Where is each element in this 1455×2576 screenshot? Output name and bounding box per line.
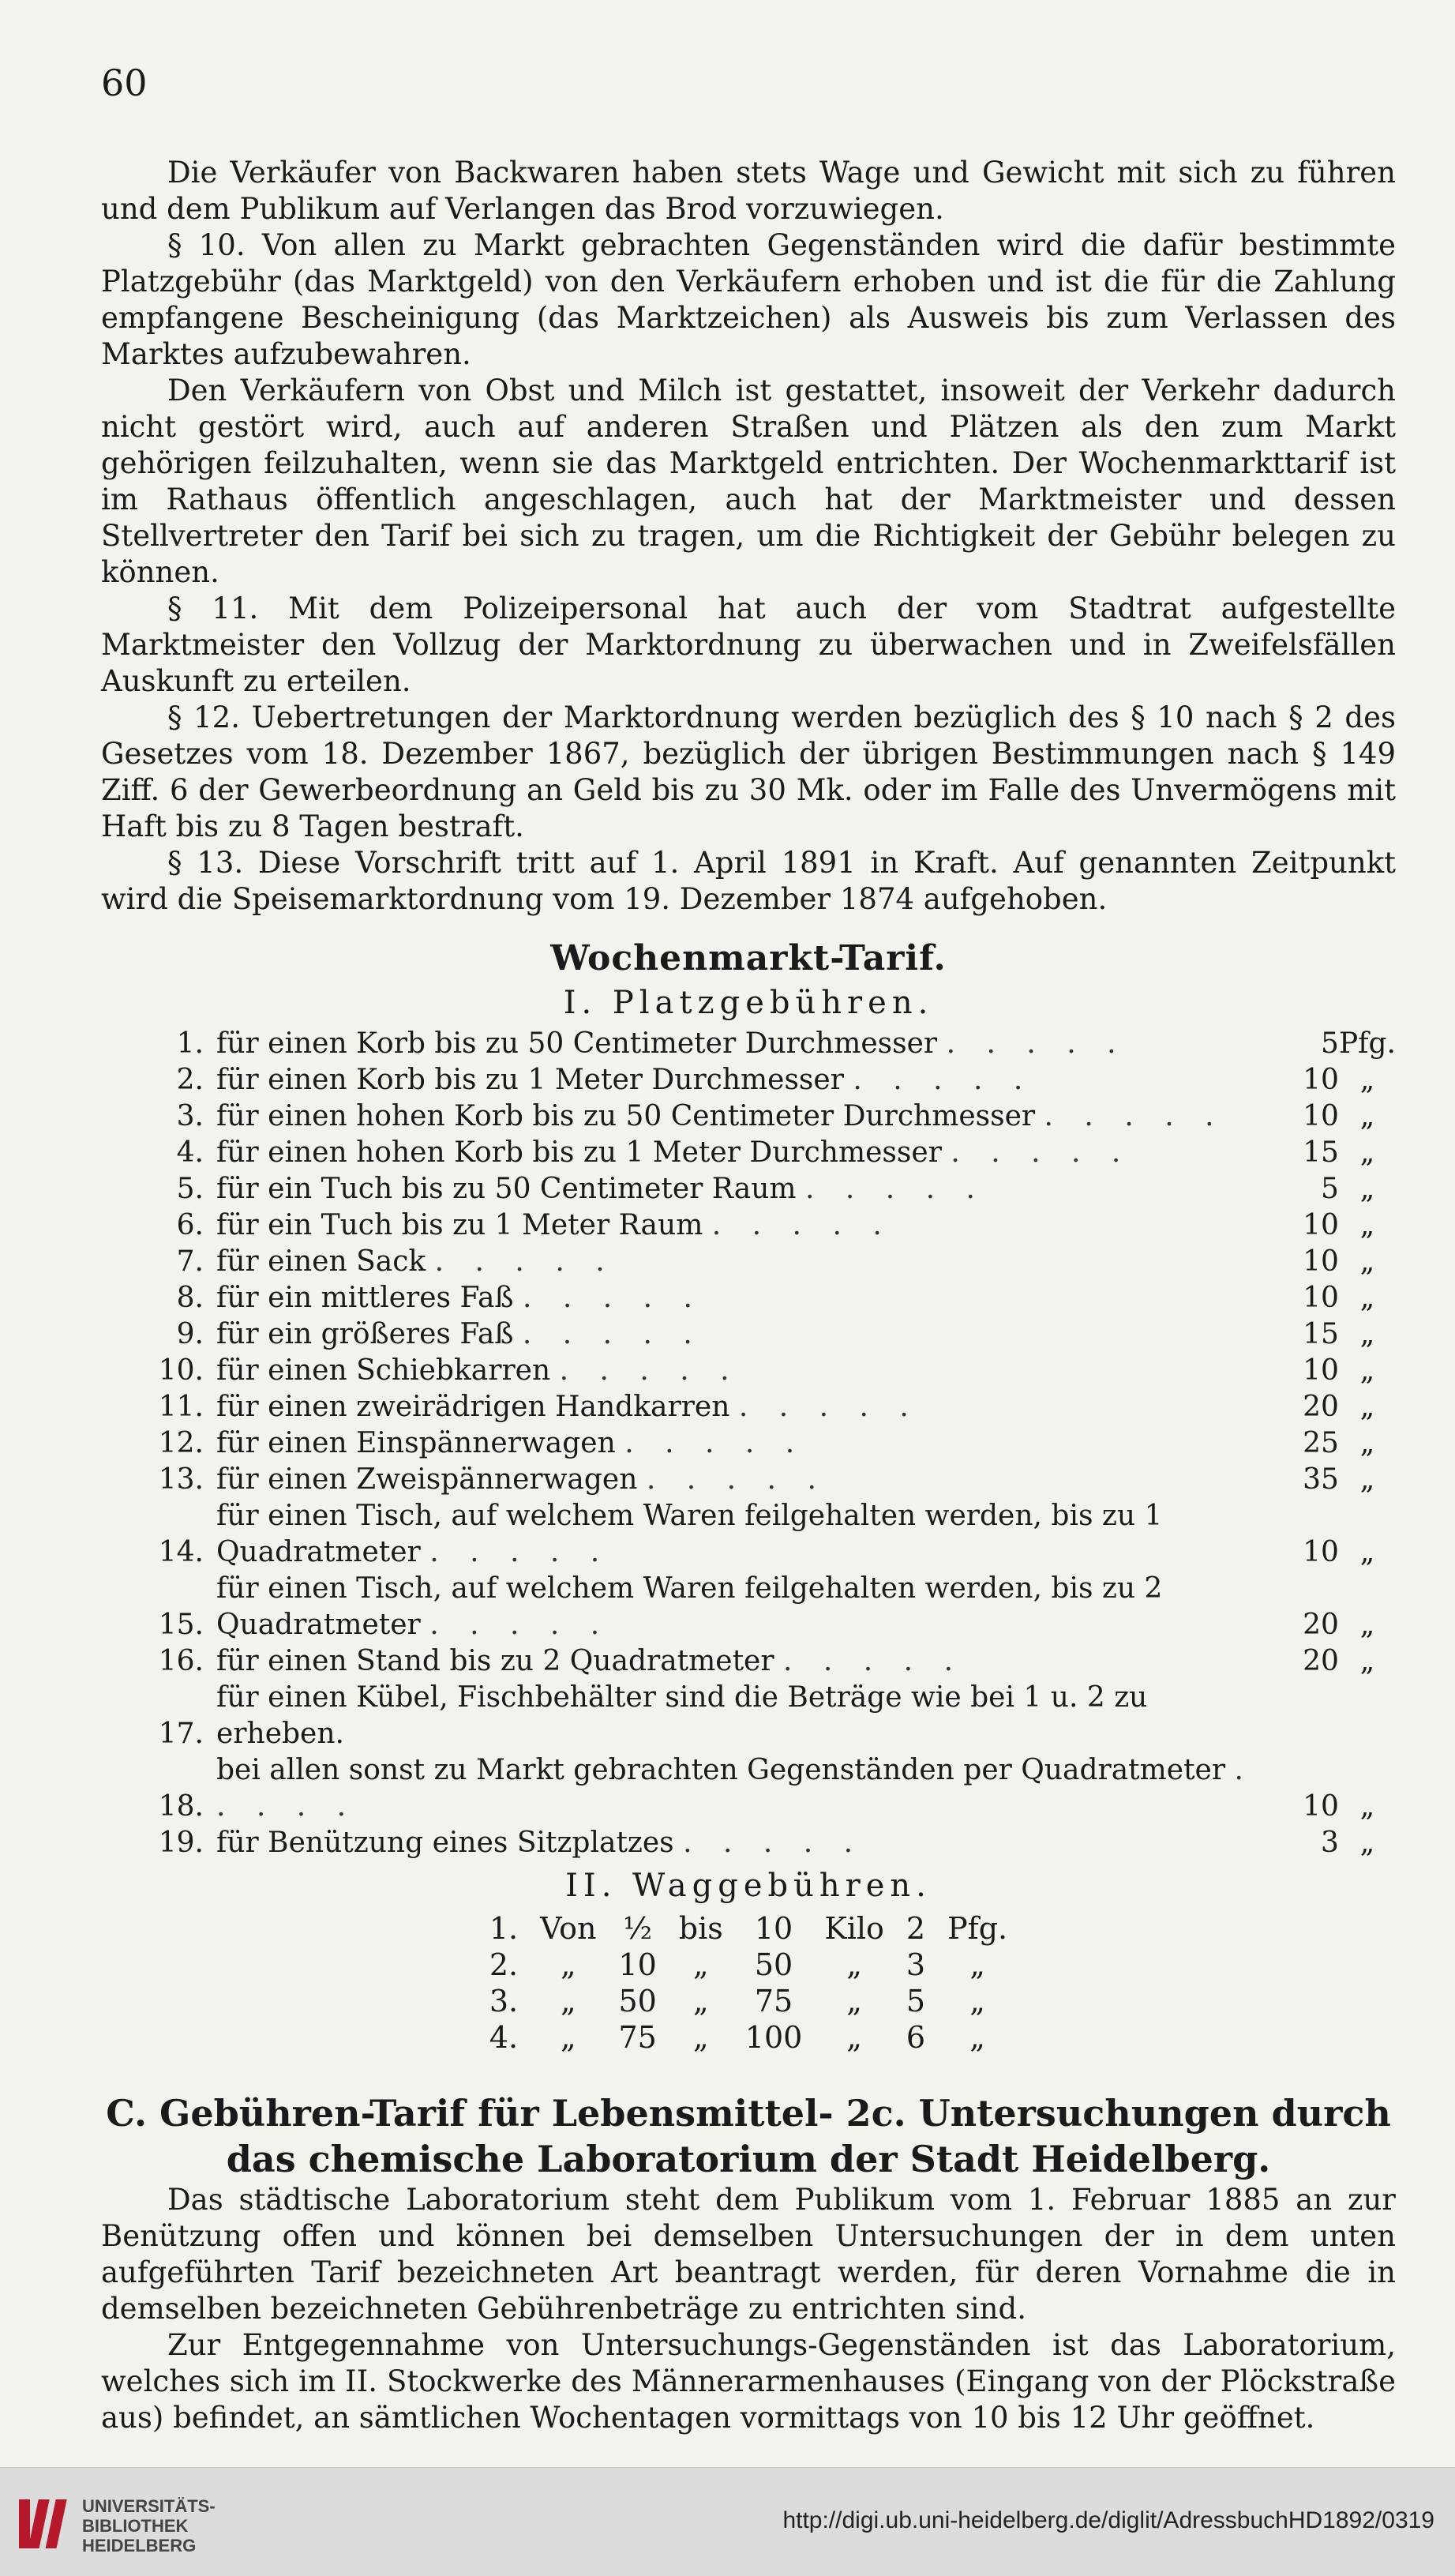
paragraph: § 12. Uebertretungen der Marktordnung werden bezüglich des § 10 nach § 2 des Gesetzes vom 18. Dezember 1867, bezüglich der übrigen Bestimmungen nach § 149 Ziff. 6 der Gewerbeordnung an Geld bis zu 30 Mk. oder im Falle des Unvermögens mit Haft bis zu 8 Tagen bestraft.	[101, 700, 1396, 843]
row-amount: 20	[1303, 1645, 1339, 1677]
paragraph: Zur Entgegennahme von Untersuchungs-Gegenständen ist das Laboratorium, welches sich im II. Stockwerke des Männerarmenhauses (Eingang von der Plöckstraße aus) befindet, an sämtlichen Wochentagen vormittags von 10 bis 12 Uhr geöffnet.	[101, 2328, 1396, 2435]
waggebuehr-cell: 100	[744, 2020, 803, 2055]
row-description: für einen Einspännerwagen . . . . .	[216, 1427, 806, 1459]
row-amount: 5	[1321, 1027, 1339, 1060]
row-amount: 20	[1303, 1391, 1339, 1423]
row-amount: 10	[1303, 1064, 1339, 1096]
waggebuehr-cell: Pfg.	[947, 1911, 1008, 1946]
row-unit: „	[1359, 1790, 1375, 1823]
row-number: 1.	[176, 1027, 204, 1060]
row-description: für ein größeres Faß . . . . .	[216, 1318, 703, 1350]
waggebuehr-cell: „	[846, 1984, 862, 2018]
row-number: 12.	[158, 1427, 204, 1459]
row-unit: „	[1359, 1463, 1375, 1496]
tarif-row	[101, 1207, 1396, 1244]
row-number: 3.	[176, 1100, 204, 1132]
row-amount: 15	[1303, 1318, 1339, 1350]
tarif-row	[101, 1680, 1396, 1752]
row-description: für ein Tuch bis zu 50 Centimeter Raum . . . . .	[216, 1173, 986, 1205]
row-number: 4.	[176, 1136, 204, 1169]
tarif-row	[101, 1462, 1396, 1498]
row-description: für einen hohen Korb bis zu 50 Centimeter Durchmesser . . . . .	[216, 1100, 1225, 1132]
row-number: 8.	[176, 1282, 204, 1314]
row-number: 5.	[176, 1173, 204, 1205]
waggebuehr-row	[478, 2019, 1018, 2056]
waggebuehr-cell: „	[846, 1947, 862, 1982]
paragraph: Den Verkäufern von Obst und Milch ist gestattet, insoweit der Verkehr dadurch nicht gestört wird, auch auf anderen Straßen und Plätzen als den zum Markt gehörigen feilzuhalten, wenn sie das Marktgeld entrichten. Der Wochenmarkttarif ist im Rathaus öffentlich angeschlagen, auch hat der Marktmeister und dessen Stellvertreter den Tarif bei sich zu tragen, um die Richtigkeit der Gebühr belegen zu können.	[101, 374, 1396, 589]
waggebuehr-cell: Von	[540, 1911, 597, 1946]
leader-dots: . . . . .	[624, 1427, 806, 1459]
row-number: 13.	[158, 1463, 204, 1496]
row-unit: „	[1359, 1427, 1375, 1459]
section-c-title: C. Gebühren-Tarif für Lebensmittel- 2c. Untersuchungen durch das chemische Laboratorium der Stadt Heidelberg.	[106, 2092, 1391, 2180]
row-unit: „	[1359, 1064, 1375, 1096]
leader-dots: . . . . .	[683, 1827, 864, 1859]
tarif-row	[101, 1026, 1396, 1062]
waggebuehr-cell: ½	[623, 1911, 653, 1946]
row-unit: „	[1359, 1282, 1375, 1314]
row-number: 9.	[176, 1318, 204, 1350]
row-description: für einen Stand bis zu 2 Quadratmeter . . . . .	[216, 1645, 965, 1677]
waggebuehr-cell: 5	[906, 1984, 926, 2018]
row-number: 6.	[176, 1209, 204, 1241]
row-unit	[1339, 1680, 1396, 1752]
waggebuehr-cell: 50	[618, 1984, 657, 2018]
waggebuehr-cell: Kilo	[824, 1911, 884, 1946]
row-amount: 10	[1303, 1100, 1339, 1132]
row-amount: 10	[1303, 1245, 1339, 1278]
waggebuehr-cell: 2	[906, 1911, 926, 1946]
row-description: für einen Tisch, auf welchem Waren feilgehalten werden, bis zu 1 Quadratmeter . . . . .	[216, 1500, 1163, 1568]
row-unit: Pfg.	[1338, 1027, 1396, 1060]
row-description: für einen Zweispännerwagen . . . . .	[216, 1463, 827, 1496]
waggebuehr-cell: 4.	[489, 2020, 519, 2055]
library-name: UNIVERSITÄTS- BIBLIOTHEK HEIDELBERG	[82, 2496, 216, 2555]
tarif-row	[101, 1135, 1396, 1171]
tarif-row	[101, 1316, 1396, 1353]
leader-dots: . . . . .	[783, 1645, 965, 1677]
waggebuehr-cell: 3	[906, 1947, 926, 1982]
row-number: 14.	[158, 1536, 204, 1568]
tarif-row	[101, 1571, 1396, 1643]
library-logo-icon	[16, 2495, 74, 2553]
row-description: für einen Korb bis zu 50 Centimeter Durchmesser . . . . .	[216, 1027, 1127, 1060]
row-amount	[1276, 1680, 1339, 1752]
row-unit: „	[1359, 1827, 1375, 1859]
waggebuehr-cell: 75	[754, 1984, 793, 2018]
waggebuehr-cell: 6	[906, 2020, 926, 2055]
leader-dots: . . . . .	[429, 1609, 611, 1641]
row-number: 15.	[158, 1609, 204, 1641]
row-description: für einen hohen Korb bis zu 1 Meter Durchmesser . . . . .	[216, 1136, 1132, 1169]
platzgebuehren-table	[101, 1026, 1396, 1861]
row-unit: „	[1359, 1318, 1375, 1350]
waggebuehr-cell: „	[560, 2020, 576, 2055]
row-amount: 25	[1303, 1427, 1339, 1459]
paragraph: § 11. Mit dem Polizeipersonal hat auch der vom Stadtrat aufgestellte Marktmeister den Vollzug der Marktordnung zu überwachen und in Zweifelsfällen Auskunft zu erteilen.	[101, 591, 1396, 698]
row-number: 10.	[158, 1354, 204, 1387]
leader-dots: . . . . .	[853, 1064, 1034, 1096]
row-description: für einen Kübel, Fischbehälter sind die Beträge wie bei 1 u. 2 zu erheben.	[216, 1681, 1148, 1750]
waggebuehr-cell: 3.	[489, 1984, 519, 2018]
row-unit: „	[1359, 1536, 1375, 1568]
row-amount: 10	[1303, 1354, 1339, 1387]
tarif-row	[101, 1062, 1396, 1098]
row-description: bei allen sonst zu Markt gebrachten Gegenständen per Quadratmeter . . . . .	[216, 1754, 1254, 1823]
waggebuehr-row	[478, 1947, 1018, 1983]
row-unit: „	[1359, 1209, 1375, 1241]
source-url-link[interactable]: http://digi.ub.uni-heidelberg.de/diglit/AdressbuchHD1892/0319	[782, 2507, 1434, 2533]
leader-dots: . . . . .	[559, 1354, 741, 1387]
tarif-row	[101, 1825, 1396, 1861]
row-amount: 20	[1303, 1609, 1339, 1641]
row-amount: 10	[1303, 1536, 1339, 1568]
tarif-row	[101, 1171, 1396, 1207]
row-description: für ein Tuch bis zu 1 Meter Raum . . . . .	[216, 1209, 893, 1241]
leader-dots: . . . . .	[216, 1754, 1254, 1823]
row-unit: „	[1359, 1136, 1375, 1169]
tarif-row	[101, 1280, 1396, 1316]
paragraph: § 10. Von allen zu Markt gebrachten Gegenständen wird die dafür bestimmte Platzgebühr (das Marktgeld) von den Verkäufern erhoben und ist die für die Zahlung empfangene Bescheinigung (das Marktzeichen) als Ausweis bis zum Verlassen des Marktes aufzubewahren.	[101, 228, 1396, 371]
waggebuehr-cell: „	[969, 1947, 985, 1982]
waggebuehr-cell: 75	[618, 2020, 657, 2055]
tarif-row	[101, 1353, 1396, 1389]
page-body	[101, 155, 1396, 2436]
waggebuehr-cell: „	[692, 2020, 709, 2055]
leader-dots: . . . . .	[522, 1318, 703, 1350]
tarif-row	[101, 1752, 1396, 1825]
tarif-row	[101, 1098, 1396, 1135]
waggebuehren-heading: II. Waggebühren.	[565, 1868, 932, 1904]
waggebuehren-table	[478, 1910, 1018, 2056]
row-description: für Benützung eines Sitzplatzes . . . . .	[216, 1827, 864, 1859]
waggebuehr-cell: 10	[754, 1911, 793, 1946]
row-amount: 3	[1321, 1827, 1339, 1859]
waggebuehr-cell: „	[560, 1947, 576, 1982]
leader-dots: . . . . .	[434, 1245, 616, 1278]
paragraph: Das städtische Laboratorium steht dem Publikum vom 1. Februar 1885 an zur Benützung offen und können bei demselben Untersuchungen der in dem unten aufgeführten Tarif bezeichneten Art beantragt werden, für deren Vornahme die in demselben bezeichneten Gebührenbeträge zu entrichten sind.	[101, 2183, 1396, 2326]
waggebuehr-cell: „	[969, 1984, 985, 2018]
row-number: 2.	[176, 1064, 204, 1096]
row-description: für ein mittleres Faß . . . . .	[216, 1282, 703, 1314]
waggebuehr-cell: 2.	[489, 1947, 519, 1982]
tarif-row	[101, 1498, 1396, 1571]
row-unit: „	[1359, 1354, 1375, 1387]
leader-dots: . . . . .	[946, 1027, 1127, 1060]
row-amount: 10	[1303, 1790, 1339, 1823]
leader-dots: . . . . .	[738, 1391, 920, 1423]
waggebuehr-cell: „	[560, 1984, 576, 2018]
waggebuehr-cell: „	[692, 1984, 709, 2018]
leader-dots: . . . . .	[1044, 1100, 1225, 1132]
row-description: für einen Schiebkarren . . . . .	[216, 1354, 741, 1387]
leader-dots: . . . . .	[804, 1173, 986, 1205]
row-description: für einen Korb bis zu 1 Meter Durchmesser . . . . .	[216, 1064, 1034, 1096]
tarif-row	[101, 1389, 1396, 1425]
page-number: 60	[101, 62, 148, 104]
row-unit: „	[1359, 1645, 1375, 1677]
leader-dots: . . . . .	[711, 1209, 893, 1241]
waggebuehr-row	[478, 1910, 1018, 1947]
row-number: 16.	[158, 1645, 204, 1677]
row-description: für einen zweirädrigen Handkarren . . . . .	[216, 1391, 920, 1423]
row-unit: „	[1359, 1245, 1375, 1278]
leader-dots: . . . . .	[429, 1536, 611, 1568]
row-unit: „	[1359, 1609, 1375, 1641]
row-unit: „	[1359, 1173, 1375, 1205]
row-description: für einen Tisch, auf welchem Waren feilgehalten werden, bis zu 2 Quadratmeter . . . . .	[216, 1572, 1163, 1641]
tarif-title: Wochenmarkt-Tarif.	[550, 938, 947, 978]
row-number: 19.	[158, 1827, 204, 1859]
tarif-section-heading: I. Platzgebühren.	[563, 985, 934, 1021]
tarif-row	[101, 1643, 1396, 1680]
waggebuehr-cell: 10	[618, 1947, 657, 1982]
row-description: für einen Sack . . . . .	[216, 1245, 616, 1278]
row-unit: „	[1359, 1391, 1375, 1423]
waggebuehr-row	[478, 1983, 1018, 2019]
row-number: 18.	[158, 1790, 204, 1823]
row-amount: 5	[1321, 1173, 1339, 1205]
row-number: 17.	[158, 1718, 204, 1750]
leader-dots: . . . . .	[522, 1282, 703, 1314]
waggebuehr-cell: „	[969, 2020, 985, 2055]
row-number: 11.	[158, 1391, 204, 1423]
row-amount: 10	[1303, 1209, 1339, 1241]
row-unit: „	[1359, 1100, 1375, 1132]
paragraph: § 13. Diese Vorschrift tritt auf 1. April 1891 in Kraft. Auf genannten Zeitpunkt wird die Speisemarktordnung vom 19. Dezember 1874 aufgehoben.	[101, 846, 1396, 916]
row-amount: 10	[1303, 1282, 1339, 1314]
waggebuehr-cell: 50	[754, 1947, 793, 1982]
leader-dots: . . . . .	[951, 1136, 1132, 1169]
waggebuehr-cell: „	[692, 1947, 709, 1982]
footer-bar	[0, 2467, 1455, 2576]
waggebuehr-cell: 1.	[489, 1911, 519, 1946]
tarif-row	[101, 1425, 1396, 1462]
leader-dots: . . . . .	[646, 1463, 827, 1496]
row-amount: 35	[1303, 1463, 1339, 1496]
waggebuehr-cell: „	[846, 2020, 862, 2055]
row-amount: 15	[1303, 1136, 1339, 1169]
tarif-row	[101, 1244, 1396, 1280]
paragraph: Die Verkäufer von Backwaren haben stets Wage und Gewicht mit sich zu führen und dem Publikum auf Verlangen das Brod vorzuwiegen.	[101, 156, 1396, 226]
row-number: 7.	[176, 1245, 204, 1278]
waggebuehr-cell: bis	[678, 1911, 723, 1946]
